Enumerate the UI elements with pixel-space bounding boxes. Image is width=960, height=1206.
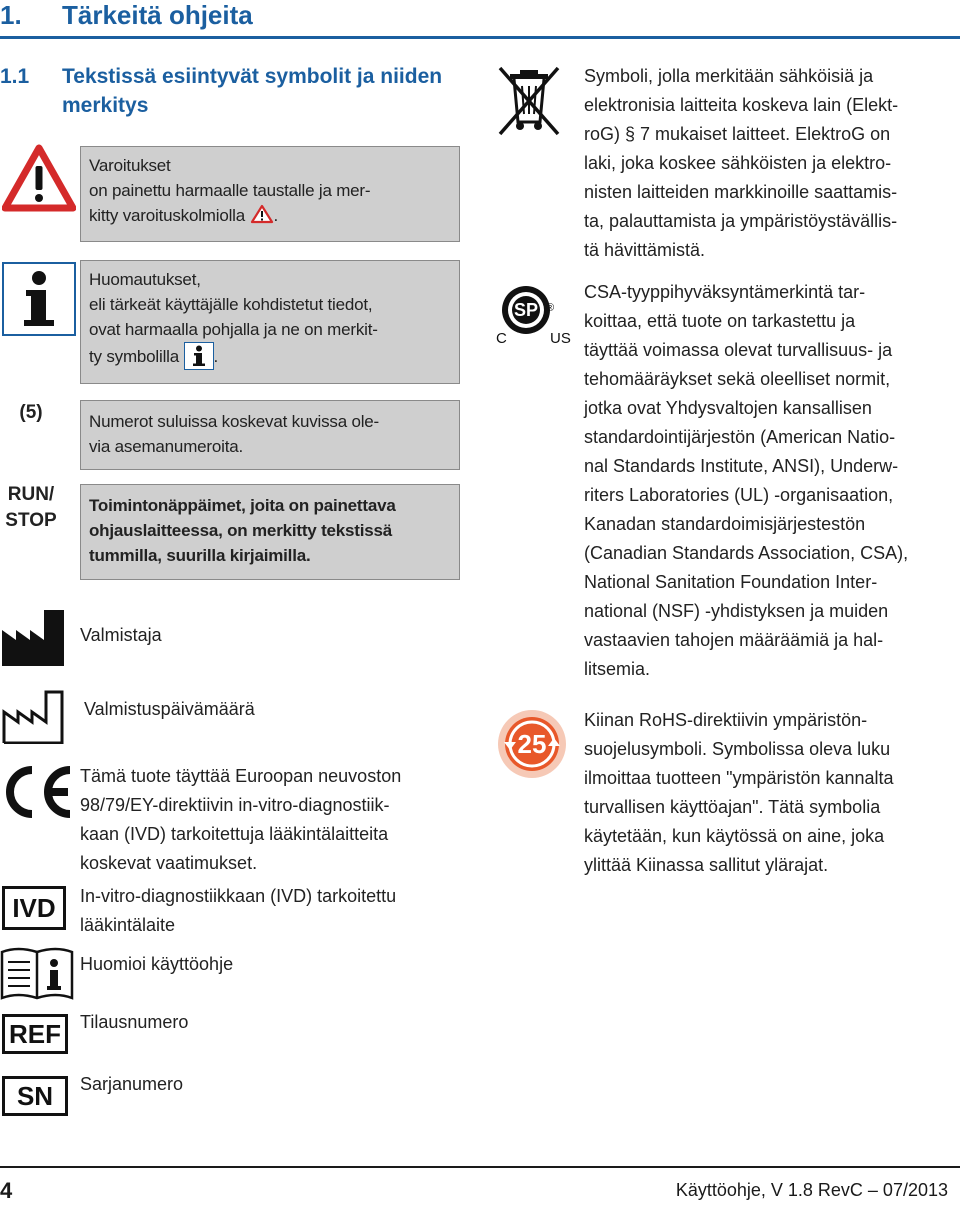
- warning-box: [80, 146, 460, 242]
- csa-line: täyttää voimassa olevat turvallisuus- ja: [584, 340, 893, 360]
- serial-number-label: Sarjanumero: [80, 1074, 184, 1094]
- csa-line: riters Laboratories (UL) -organisaation,: [584, 485, 894, 505]
- warning-box-line: on painettu harmaalle taustalle ja mer-: [89, 181, 371, 200]
- ivd-line: lääkintälaite: [80, 915, 176, 935]
- chapter-number: 1.: [0, 0, 22, 30]
- csa-line: CSA-tyyppihyväksyntämerkintä tar-: [584, 282, 866, 302]
- ivd-symbol: IVD: [2, 886, 66, 930]
- ivd-description: [80, 882, 480, 940]
- keys-box-line: tummilla, suurilla kirjaimilla.: [89, 546, 311, 565]
- ce-line: kaan (IVD) tarkoitettuja lääkintälaitteita: [80, 824, 389, 844]
- csa-line: jotka ovat Yhdysvaltojen kansallisen: [584, 398, 872, 418]
- rohs-mark: [496, 706, 568, 782]
- note-box: [80, 260, 460, 384]
- csa-line: nal Standards Institute, ANSI), Underw-: [584, 456, 899, 476]
- weee-line: laki, joka koskee sähköisten ja elektro-: [584, 153, 892, 173]
- manufacturer-label: Valmistaja: [80, 625, 162, 645]
- small-warning-icon: [250, 204, 274, 224]
- ivd-line: In-vitro-diagnostiikkaan (IVD) tarkoitettu: [80, 886, 397, 906]
- manufacture-date-icon: [2, 688, 64, 744]
- weee-line: nisten laitteiden markkinoille saattamis-: [584, 182, 898, 202]
- weee-description: [584, 62, 960, 265]
- order-number-label: Tilausnumero: [80, 1012, 189, 1032]
- csa-line: vastaavien tahojen määräämiä ja hal-: [584, 630, 884, 650]
- rohs-description: [584, 706, 960, 880]
- function-keys-box: [80, 484, 460, 580]
- footer-rule: [0, 1166, 960, 1168]
- note-box-line: Huomautukset,: [89, 270, 201, 289]
- csa-registered: ®: [546, 302, 555, 314]
- csa-line: National Sanitation Foundation Inter-: [584, 572, 878, 592]
- csa-sp: SP: [513, 300, 538, 320]
- note-box-line: [89, 342, 451, 370]
- csa-c: C: [496, 330, 507, 347]
- note-box-line: eli tärkeät käyttäjälle kohdistetut tiedot,: [89, 295, 373, 314]
- rohs-line: ylittää Kiinassa sallitut ylärajat.: [584, 855, 829, 875]
- csa-description: [584, 278, 960, 684]
- function-key-symbol: [0, 482, 62, 534]
- instructions-book-icon: [0, 944, 74, 1002]
- document-version: Käyttöohje, V 1.8 RevC – 07/2013: [675, 1180, 948, 1200]
- warning-triangle-icon: [2, 144, 76, 212]
- instructions-label: Huomioi käyttöohje: [80, 954, 234, 974]
- function-key-symbol-line: STOP: [5, 510, 57, 531]
- note-box-line: ovat harmaalla pohjalla ja ne on merkit-: [89, 320, 378, 339]
- csa-line: tehomääräykset sekä oleelliset normit,: [584, 369, 891, 389]
- chapter-title: Tärkeitä ohjeita: [62, 0, 253, 30]
- heading-rule: [0, 36, 960, 39]
- manufacture-date-label: Valmistuspäivämäärä: [84, 699, 255, 719]
- note-box-text: ty symbolilla: [89, 347, 179, 366]
- numbers-box-line: via asemanumeroita.: [89, 437, 243, 456]
- weee-bin-icon: [496, 64, 562, 138]
- page-number: 4: [0, 1178, 13, 1203]
- ce-mark-icon: [0, 764, 74, 820]
- note-box-period: .: [213, 347, 219, 366]
- ce-description: [80, 762, 480, 878]
- keys-box-line: Toimintonäppäimet, joita on painettava: [89, 496, 396, 515]
- section-title: Tekstissä esiintyvät symbolit ja niiden merkitys: [62, 65, 443, 117]
- rohs-line: suojelusymboli. Symbolissa oleva luku: [584, 739, 891, 759]
- ce-line: 98/79/EY-direktiivin in-vitro-diagnostiik-: [80, 795, 390, 815]
- rohs-number: 25: [517, 729, 547, 759]
- position-number-symbol: (5): [19, 402, 43, 423]
- csa-line: koittaa, että tuote on tarkastettu ja: [584, 311, 856, 331]
- ce-line: koskevat vaatimukset.: [80, 853, 258, 873]
- csa-line: Kanadan standardoimisjärjestestön: [584, 514, 866, 534]
- weee-line: elektronisia laitteita koskeva lain (Elekt-: [584, 95, 899, 115]
- numbers-box-line: Numerot suluissa koskevat kuvissa ole-: [89, 412, 380, 431]
- small-info-icon: [184, 342, 214, 370]
- ce-line: Tämä tuote täyttää Euroopan neuvoston: [80, 766, 402, 786]
- csa-us: US: [550, 330, 571, 347]
- info-icon: [2, 262, 76, 336]
- ref-symbol: REF: [2, 1014, 68, 1054]
- function-key-symbol-line: RUN/: [7, 484, 55, 505]
- weee-line: tä hävittämistä.: [584, 240, 706, 260]
- rohs-line: Kiinan RoHS-direktiivin ympäristön-: [584, 710, 868, 730]
- weee-line: roG) § 7 mukaiset laitteet. ElektroG on: [584, 124, 891, 144]
- csa-line: standardointijärjestön (American Natio-: [584, 427, 896, 447]
- warning-box-line: Varoitukset: [89, 156, 171, 175]
- csa-line: (Canadian Standards Association, CSA),: [584, 543, 909, 563]
- numbers-box: [80, 400, 460, 470]
- weee-line: ta, palauttamista ja ympäristöystävällis-: [584, 211, 898, 231]
- rohs-line: käytetään, kun käytössä on aine, joka: [584, 826, 885, 846]
- keys-box-line: ohjauslaitteessa, on merkitty tekstissä: [89, 521, 393, 540]
- csa-mark: [494, 280, 578, 352]
- section-number: 1.1: [0, 65, 30, 88]
- rohs-line: ilmoittaa tuotteen "ympäristön kannalta: [584, 768, 894, 788]
- warning-box-period: .: [273, 206, 279, 225]
- chapter-heading: [0, 0, 960, 36]
- manufacturer-icon: [2, 606, 64, 666]
- weee-line: Symboli, jolla merkitään sähköisiä ja: [584, 66, 874, 86]
- warning-box-line: [89, 203, 451, 228]
- csa-line: national (NSF) -yhdistyksen ja muiden: [584, 601, 889, 621]
- rohs-line: turvallisen käyttöajan". Tätä symbolia: [584, 797, 881, 817]
- csa-line: litsemia.: [584, 659, 651, 679]
- sn-symbol: SN: [2, 1076, 68, 1116]
- warning-box-text: kitty varoituskolmiolla: [89, 206, 246, 225]
